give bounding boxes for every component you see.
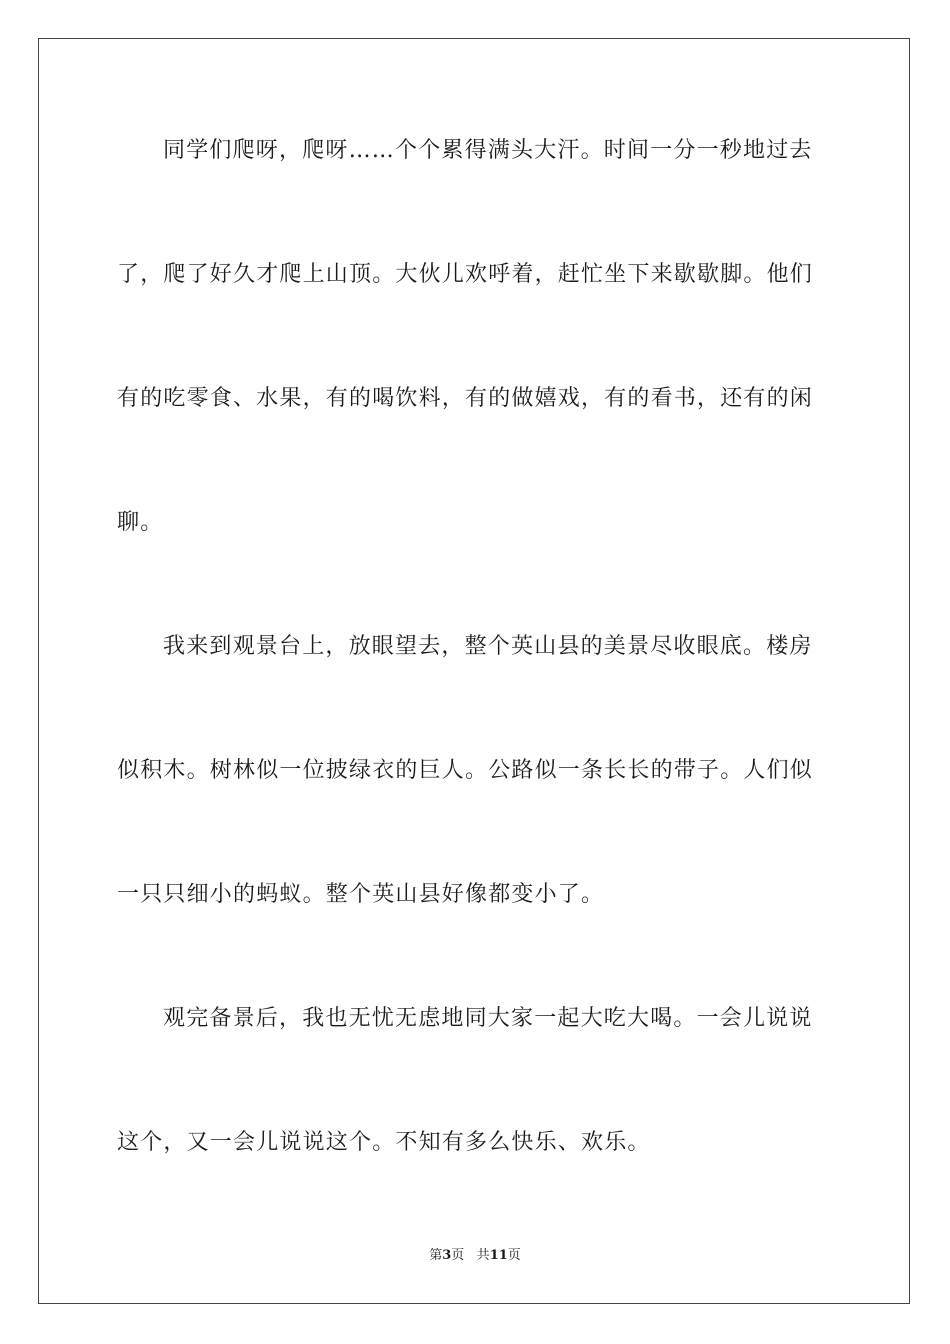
paragraph-1-line-2: 了，爬了好久才爬上山顶。大伙儿欢呼着，赶忙坐下来歇歇脚。他们 bbox=[117, 262, 814, 287]
page-suffix: 页 bbox=[451, 1248, 465, 1263]
paragraph-2-line-1: 我来到观景台上，放眼望去，整个英山县的美景尽收眼底。楼房 bbox=[163, 634, 813, 659]
paragraph-1-line-4: 聊。 bbox=[117, 510, 164, 535]
paragraph-2-line-2: 似积木。树林似一位披绿衣的巨人。公路似一条长长的带子。人们似 bbox=[117, 758, 814, 783]
total-prefix: 共 bbox=[476, 1248, 490, 1263]
paragraph-3-line-1: 观完备景后，我也无忧无虑地同大家一起大吃大喝。一会儿说说 bbox=[163, 1006, 813, 1031]
page-number: 3 bbox=[442, 1248, 452, 1263]
paragraph-2-line-3: 一只只细小的蚂蚁。整个英山县好像都变小了。 bbox=[117, 882, 605, 907]
paragraph-3-line-2: 这个，又一会儿说说这个。不知有多么快乐、欢乐。 bbox=[117, 1130, 651, 1155]
page-footer bbox=[0, 1247, 950, 1265]
paragraph-1-line-3: 有的吃零食、水果，有的喝饮料，有的做嬉戏，有的看书，还有的闲 bbox=[117, 386, 814, 411]
total-suffix: 页 bbox=[507, 1248, 521, 1263]
page-border bbox=[38, 38, 910, 1304]
paragraph-1-line-1: 同学们爬呀，爬呀……个个累得满头大汗。时间一分一秒地过去 bbox=[163, 138, 813, 163]
page-prefix: 第 bbox=[429, 1248, 443, 1263]
total-pages: 11 bbox=[489, 1248, 508, 1263]
